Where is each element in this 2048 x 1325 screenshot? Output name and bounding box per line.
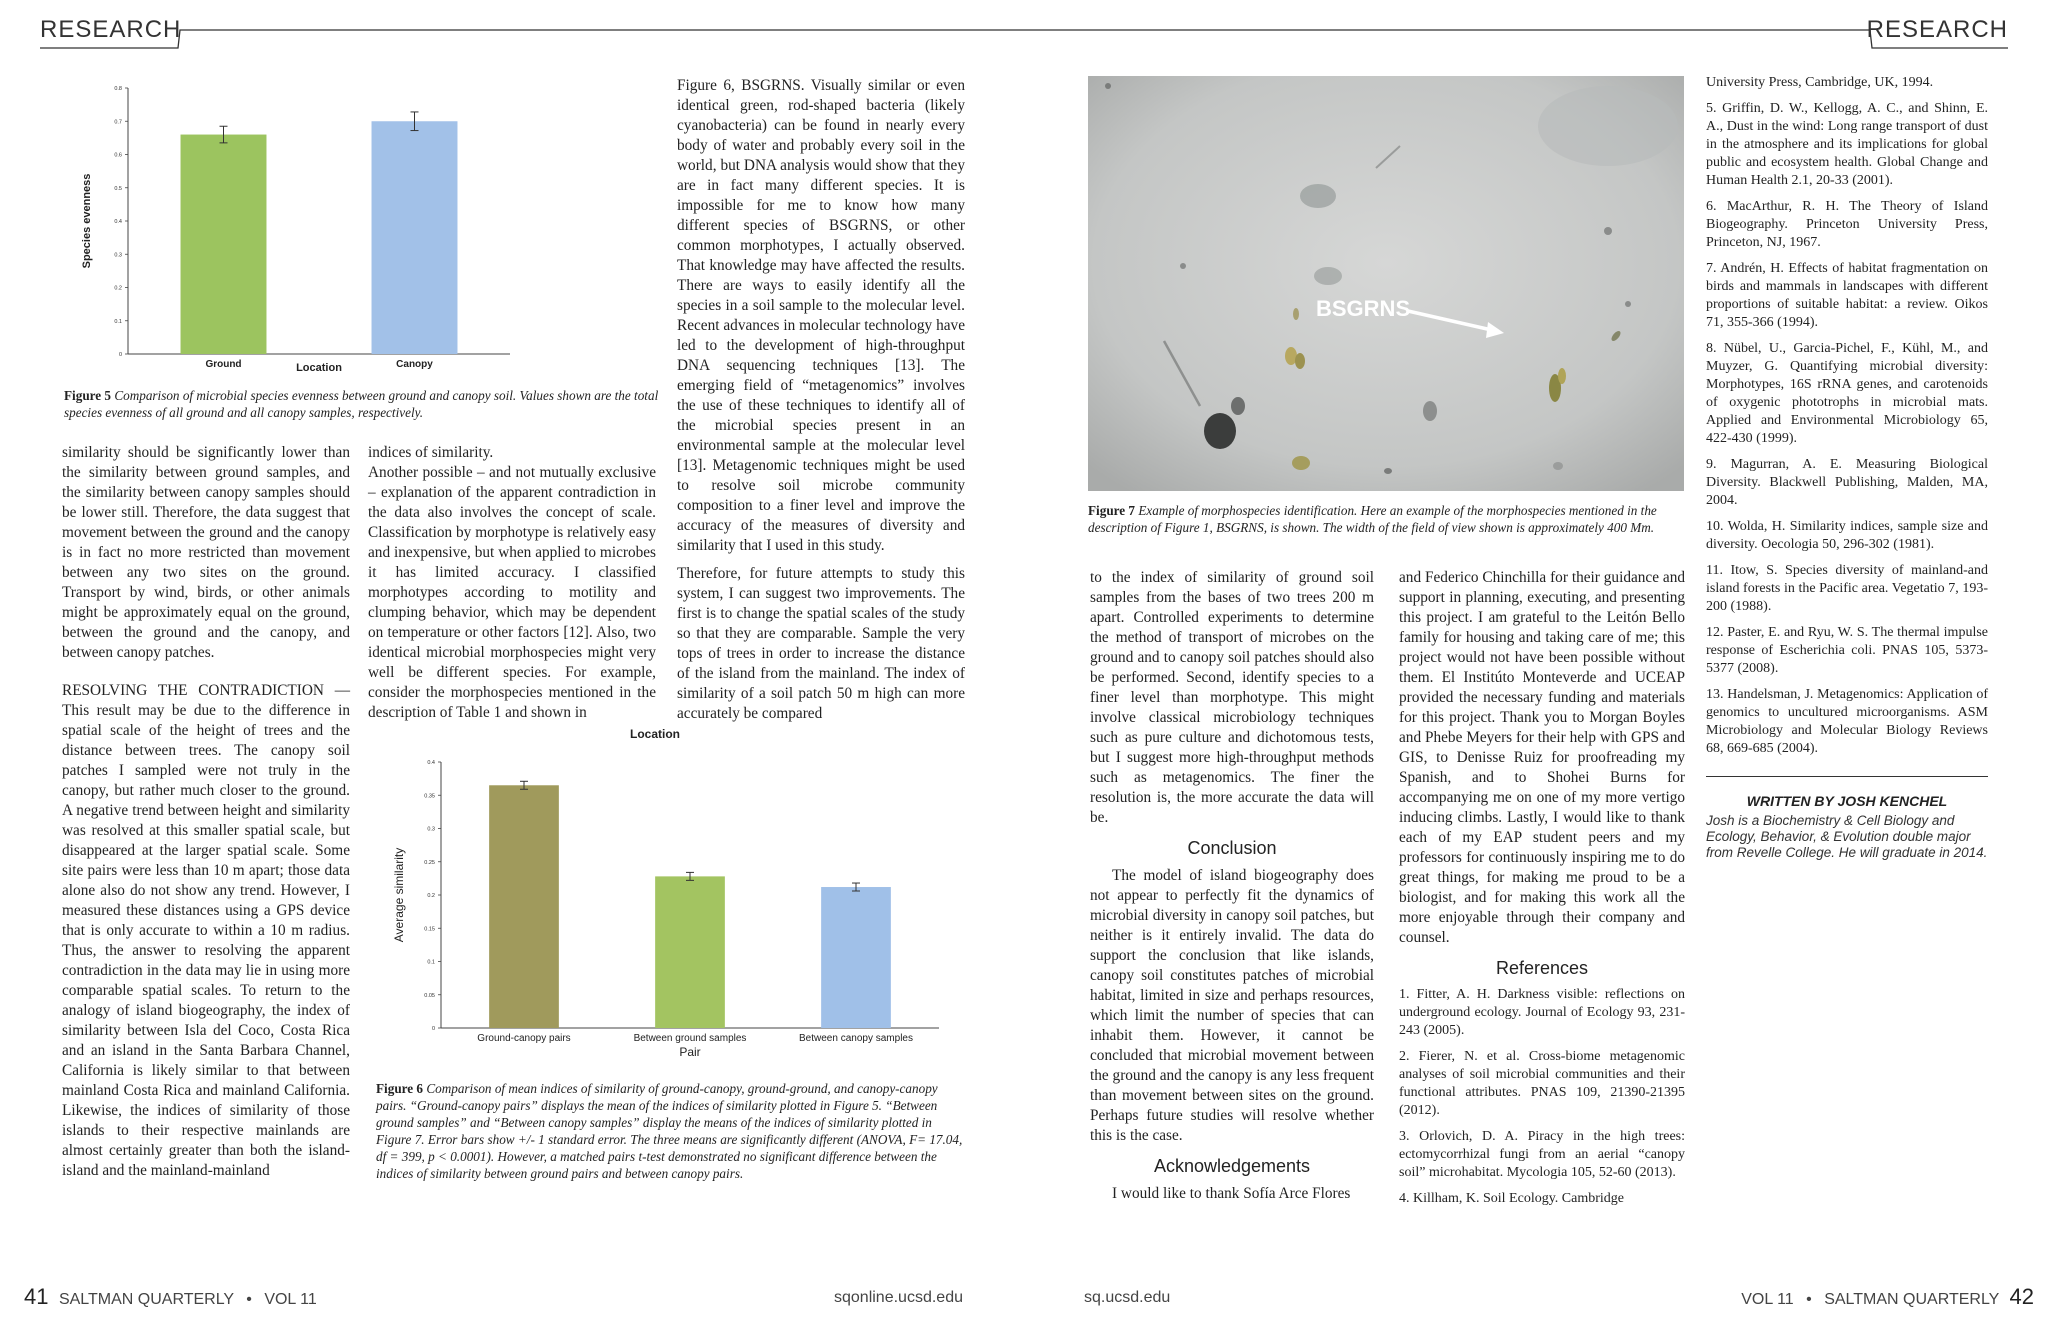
y-tick-label: 0.3 xyxy=(427,826,435,833)
column-1 xyxy=(62,443,350,1181)
x-category-label: Between ground samples xyxy=(633,1033,747,1044)
column-6 xyxy=(1706,74,1988,861)
x-axis-label: Location xyxy=(296,362,342,374)
col4-paragraph: The model of island biogeography does not appear to perfectly fit the dynamics of microbial diversity in canopy soil patches, but neither is it entirely invalid. The data do support the conclusion that like islands, canopy soil constitutes patches of microbial habitat, limited in size and perhaps resources, which limit the number of species that can inhabit them. However, it cannot be concluded that microbial movement between the ground and the canopy is any less frequent than movement between sites on the ground. Perhaps future studies will resolve whether this is the case. xyxy=(1090,867,1374,1144)
x-axis-label: Pair xyxy=(679,1045,701,1059)
col2-paragraph: indices of similarity. xyxy=(368,444,494,461)
y-tick-label: 0.3 xyxy=(114,252,122,259)
reference-item: 9. Magurran, A. E. Measuring Biological Diversity. Blackwell Publishing, Malden, MA, 2004. xyxy=(1706,457,1988,508)
col2-paragraph: Another possible – and not mutually exclusive – explanation of the apparent contradiction in the data also involves the concept of scale. Classification by morphotype is relatively easy and inexpensive, but when applied to microbes it has limited accuracy. I classified morphotypes according to motility and clumping behavior, which may be dependent on temperature or other factors [12]. Also, two identical microbial morphospecies might very well be different species. For example, consider the morphospecies mentioned in the description of Table 1 and shown in xyxy=(368,464,656,721)
reference-item: 1. Fitter, A. H. Darkness visible: reflections on underground ecology. Journal of Ecology 93, 231-243 (2005). xyxy=(1399,987,1685,1038)
y-tick-label: 0.15 xyxy=(424,926,435,933)
reference-item: University Press, Cambridge, UK, 1994. xyxy=(1706,75,1934,90)
header-rule xyxy=(0,0,2048,60)
y-tick-label: 0.35 xyxy=(424,793,435,800)
footer-right xyxy=(1741,1284,2034,1310)
footer-left-volume: VOL 11 xyxy=(264,1291,317,1308)
footer-left xyxy=(24,1284,317,1310)
references-list xyxy=(1399,986,1685,1208)
col1-paragraph: RESOLVING THE CONTRADICTION — This result may be due to the difference in spatial scale of the height of trees and the distance between trees. The canopy soil patches I sampled were not truly in the canopy, but rather much closer to the ground. A negative trend between height and similarity was resolved at this smaller spatial scale, but disappeared at the larger spatial scale. Some site pairs were less than 10 m apart; those data alone also do not show any trend. However, I measured these distances using a GPS device that is only accurate to within a 10 m radius. Thus, the answer to resolving the apparent contradiction in the data may lie in using more comparable spatial scales. To return to the analogy of island biogeography, the index of similarity between Isla del Coco, Costa Rica and an island in the Santa Barbara Channel, California is likely similar to that between mainland Costa Rica and mainland California. Likewise, the indices of similarity of those islands to their respective mainlands are almost certainly greater than both the island-island and the mainland-mainland xyxy=(62,682,350,1179)
header-right: RESEARCH xyxy=(1866,16,2008,43)
bar xyxy=(181,135,267,354)
footer-right-publication: SALTMAN QUARTERLY xyxy=(1824,1291,2000,1308)
col1-paragraph: similarity should be significantly lower than the similarity between ground samples, and the similarity between canopy samples should be lower still. Therefore, the data suggest that movement between the ground and the canopy is in fact no more restricted than movement between any two sites on the ground. Transport by wind, birds, or other animals might be approximately equal on the ground, between the ground and the canopy, and between canopy patches. xyxy=(62,444,350,661)
micrograph-label: BSGRNS xyxy=(1316,296,1411,321)
figure-6-label: Figure 6 xyxy=(376,1081,424,1096)
header-left: RESEARCH xyxy=(40,16,182,43)
x-category-label: Canopy xyxy=(396,359,433,370)
conclusion-heading: Conclusion xyxy=(1187,838,1277,858)
y-tick-label: 0.5 xyxy=(114,185,122,192)
col4-paragraph: I would like to thank Sofía Arce Flores xyxy=(1112,1185,1351,1202)
x-category-label: Ground-canopy pairs xyxy=(477,1033,571,1044)
footer-left-url[interactable]: sqonline.ucsd.edu xyxy=(834,1289,963,1306)
figure-6-text: Comparison of mean indices of similarity of ground-canopy, ground-ground, and canopy-canopy pairs. “Ground-canopy pairs” displays the mean of the indices of similarity plotted in Figure 5. “Between ground samples” and “Between canopy samples” display the means of the indices of similarity plotted in Figure 7. Error bars show +/- 1 standard error. The three means are significantly different (ANOVA, F= 17.04, df = 399, p < 0.0001). However, a matched pairs t-test demonstrated no significant difference between the indices of similarity between ground pairs and between canopy pairs. xyxy=(376,1081,963,1181)
reference-item: 13. Handelsman, J. Metagenomics: Application of genomics to uncultured microorganisms. ASM Microbiology and Molecular Biology Reviews 68, 669-685 (2004). xyxy=(1706,687,1988,756)
reference-item: 7. Andrén, H. Effects of habitat fragmentation on birds and mammals in landscapes with different proportions of suitable habitat: a review. Oikos 71, 355-366 (1994). xyxy=(1706,261,1988,330)
reference-item: 2. Fierer, N. et al. Cross-biome metagenomic analyses of soil microbial communities and their functional attributes. PNAS 109, 21390-21395 (2012). xyxy=(1399,1049,1685,1118)
col3-paragraph: Therefore, for future attempts to study this system, I can suggest two improvements. The first is to change the spatial scales of the study so that they are comparable. Sample the very tops of trees in order to increase the distance of the island from the mainland. The index of similarity of a soil patch 50 m high can more accurately be compared xyxy=(677,565,965,722)
reference-item: 12. Paster, E. and Ryu, W. S. The thermal impulse response of Escherichia coli. PNAS 105, 5373-5377 (2008). xyxy=(1706,625,1988,676)
y-tick-label: 0.4 xyxy=(114,219,122,225)
x-category-label: Between canopy samples xyxy=(799,1033,913,1044)
bar xyxy=(372,121,458,354)
chart-title: Location xyxy=(630,727,680,741)
column-4 xyxy=(1090,568,1374,1204)
bar xyxy=(489,785,559,1028)
figure-6-chart xyxy=(385,726,965,1061)
footer-right-url[interactable]: sq.ucsd.edu xyxy=(1084,1289,1171,1306)
y-tick-label: 0.1 xyxy=(114,318,122,325)
bar xyxy=(821,887,891,1028)
figure-7-micrograph xyxy=(1088,76,1684,491)
y-tick-label: 0 xyxy=(431,1026,435,1032)
author-heading: WRITTEN BY JOSH KENCHEL xyxy=(1746,793,1948,809)
column-3 xyxy=(677,76,965,724)
y-tick-label: 0.1 xyxy=(427,959,435,966)
footer-bullet: • xyxy=(246,1291,252,1308)
col5-paragraph: and Federico Chinchilla for their guidance and support in planning, executing, and presenting this project. I am grateful to the Leitón Bello family for housing and taking care of me; this project would not have been possible without them. El Institúto Monteverde and UCEAP provided the necessary funding and materials for this project. Thank you to Morgan Boyles and Phebe Meyers for their help with GPS and GIS, to Denisse Ruiz for proofreading my Spanish, and to Shohei Burns for accompanying me on one of my more vertigo inducing climbs. Lastly, I would like to thank each of my EAP student peers and my professors for continuously inspiring me to do great things, for making me proud to be a biologist, and for making this work all the more enjoyable through their company and counsel. xyxy=(1399,569,1685,946)
author-box xyxy=(1706,776,1988,861)
col3-paragraph: Figure 6, BSGRNS. Visually similar or even identical green, rod-shaped bacteria (likely cyanobacteria) can be found in nearly every body of water and probably every soil in the world, but DNA analysis would show that they are in fact many different species. It is impossible for me to know how many different species of BSGRNS, or other common morphotypes, I actually observed. That knowledge may have affected the results. There are ways to easily identify all the species in a soil sample to the molecular level. Recent advances in molecular technology have led to the development of high-throughput DNA sequencing techniques [13]. The emerging field of “metagenomics” involves the use of these techniques to identify all of the microbial species present in an environmental sample at the molecular level [13]. Metagenomic techniques might be used to resolve soil microbe community composition to a finer level and improve the accuracy of the measures of diversity and similarity that I used in this study. xyxy=(677,77,965,554)
reference-item: 5. Griffin, D. W., Kellogg, A. C., and Shinn, E. A., Dust in the wind: Long range transport of dust in the atmosphere and its implications for global public and ecosystem health. Global Change and Human Health 2.1, 20-33 (2001). xyxy=(1706,101,1988,188)
reference-item: 6. MacArthur, R. H. The Theory of Island Biogeography. Princeton University Press, Princeton, NJ, 1967. xyxy=(1706,199,1988,250)
y-tick-label: 0.7 xyxy=(114,119,122,126)
y-axis-label: Average similarity xyxy=(392,847,406,943)
reference-item: 4. Killham, K. Soil Ecology. Cambridge xyxy=(1399,1191,1625,1206)
y-tick-label: 0.8 xyxy=(114,86,122,92)
author-bio: Josh is a Biochemistry & Cell Biology and Ecology, Behavior, & Evolution double major from Revelle College. He will graduate in 2014. xyxy=(1706,813,1988,860)
y-tick-label: 0.05 xyxy=(424,992,435,999)
figure-5-chart xyxy=(70,78,590,378)
col4-paragraph: to the index of similarity of ground soil samples from the bases of two trees 200 m apart. Controlled experiments to determine the method of transport of microbes on the ground and to canopy soil patches should also be performed. Second, identify species to a finer level than morphotype. This might involve classical microbiology techniques such as pure culture and dichotomous tests, but I suggest more high-throughput methods such as metagenomics. The finer the resolution is, the more accurate the data will be. xyxy=(1090,569,1374,826)
column-5 xyxy=(1399,568,1685,1209)
y-axis-label: Species evenness xyxy=(81,173,93,269)
footer-left-publication: SALTMAN QUARTERLY xyxy=(58,1291,234,1308)
figure-7-caption xyxy=(1088,502,1690,536)
footer-right-volume: VOL 11 xyxy=(1741,1291,1794,1308)
footer-bullet: • xyxy=(1806,1291,1812,1308)
figure-6-caption xyxy=(376,1080,966,1182)
y-tick-label: 0.6 xyxy=(114,152,122,159)
figure-5-label: Figure 5 xyxy=(64,388,112,403)
footer-left-page-number: 41 xyxy=(24,1284,49,1309)
y-tick-label: 0.4 xyxy=(427,760,435,766)
reference-item: 8. Nübel, U., Garcia-Pichel, F., Kühl, M., and Muyzer, G. Quantifying microbial diversity: Morphotypes, 16S rRNA genes, and carotenoids of oxygenic phototrophs in microbial mats. Applied and Environmental Microbiology 65, 422-430 (1999). xyxy=(1706,341,1988,446)
figure-7-text: Example of morphospecies identification. Here an example of the morphospecies mentioned in the description of Figure 1, BSGRNS, is shown. The width of the field of view shown is approximately 400 Mm. xyxy=(1088,503,1657,535)
y-tick-label: 0 xyxy=(118,352,122,358)
bar xyxy=(655,876,725,1028)
acknowledgements-heading: Acknowledgements xyxy=(1153,1156,1311,1176)
x-category-label: Ground xyxy=(205,359,242,370)
figure-5-text: Comparison of microbial species evenness between ground and canopy soil. Values shown are the total species evenness of all ground and all canopy samples, respectively. xyxy=(64,388,659,420)
reference-item: 3. Orlovich, D. A. Piracy in the high trees: ectomycorrhizal fungi from an aerial “canopy soil” microhabitat. Mycologia 105, 52-60 (2013). xyxy=(1399,1129,1685,1180)
figure-5-caption xyxy=(64,387,664,421)
reference-item: 11. Itow, S. Species diversity of mainland-and island forests in the Pacific area. Vegetatio 7, 193-200 (1988). xyxy=(1706,563,1988,614)
references-heading: References xyxy=(1495,958,1589,978)
y-tick-label: 0.2 xyxy=(427,893,435,899)
footer-right-page-number: 42 xyxy=(2009,1284,2034,1309)
micrograph-image xyxy=(1088,76,1684,491)
column-2 xyxy=(368,443,656,723)
reference-item: 10. Wolda, H. Similarity indices, sample size and diversity. Oecologia 50, 296-302 (1981). xyxy=(1706,519,1988,552)
y-tick-label: 0.2 xyxy=(114,285,122,292)
figure-7-label: Figure 7 xyxy=(1088,503,1136,518)
y-tick-label: 0.25 xyxy=(424,859,435,866)
